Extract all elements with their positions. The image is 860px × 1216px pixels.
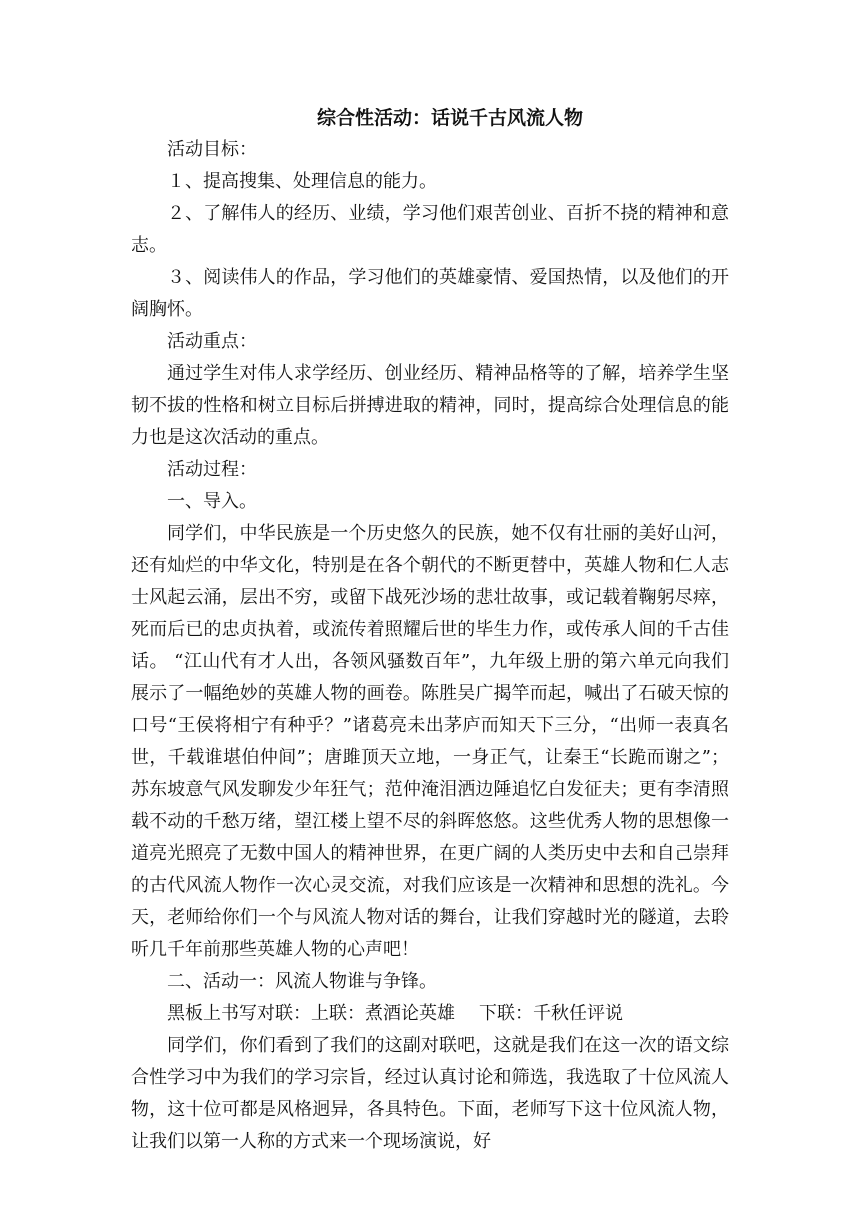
paragraph-goal-heading: 活动目标： xyxy=(167,139,257,160)
couplet-prefix: 黑板上书写对联： xyxy=(167,1003,311,1024)
document-title: 综合性活动：话说千古风流人物 xyxy=(316,107,583,129)
paragraph-intro-body: 同学们，中华民族是一个历史悠久的民族，她不仅有壮丽的美好山河，还有灿烂的中华文化，特别是在各个朝代的不断更替中，英雄人物和仁人志士风起云涌，层出不穷，或留下战死沙场的悲壮故事，或记载着鞠躬尽瘁，死而后已的忠贞执着，或流传着照耀后世的毕生力作，或传承人间的千古佳话。 “江山代有才人出，各领风骚数百年”，九年级上册的第六单元向我们展示了一幅绝妙的英雄人物的画卷。陈胜吴广揭竿而起，喊出了石破天惊的口号“王侯将相宁有种乎？”诸葛亮未出茅庐而知天下三分，“出师一表真名世，千载谁堪伯仲间”；唐雎顶天立地，一身正气，让秦王“长跪而谢之”；苏东坡意气风发聊发少年狂气；范仲淹泪洒边陲追忆白发征夫；更有李清照载不动的千愁万绪，望江楼上望不尽的斜晖悠悠。这些优秀人物的思想像一道亮光照亮了无数中国人的精神世界，在更广阔的人类历史中去和自己崇拜的古代风流人物作一次心灵交流，对我们应该是一次精神和思想的洗礼。今天，老师给你们一个与风流人物对话的舞台，让我们穿越时光的隧道，去聆听几千年前那些英雄人物的心声吧！ xyxy=(131,523,729,960)
paragraph-focus-heading: 活动重点： xyxy=(167,331,257,352)
paragraph-activity-one-heading: 二、活动一：风流人物谁与争锋。 xyxy=(167,971,437,992)
document-page xyxy=(131,102,729,1158)
paragraph-intro-heading: 一、导入。 xyxy=(167,491,257,512)
paragraph-goal-3: ３、阅读伟人的作品，学习他们的英雄豪情、爱国热情，以及他们的开阔胸怀。 xyxy=(131,267,729,320)
couplet-upper: 上联：煮酒论英雄 xyxy=(311,1003,455,1024)
paragraph-couplet xyxy=(131,998,729,1030)
paragraph-focus-body: 通过学生对伟人求学经历、创业经历、精神品格等的了解，培养学生坚韧不拔的性格和树立目标后拼搏进取的精神，同时，提高综合处理信息的能力也是这次活动的重点。 xyxy=(131,363,729,448)
paragraph-goal-1: １、提高搜集、处理信息的能力。 xyxy=(167,171,437,192)
paragraph-closing: 同学们，你们看到了我们的这副对联吧，这就是我们在这一次的语文综合性学习中为我们的学习宗旨，经过认真讨论和筛选，我选取了十位风流人物，这十位可都是风格迥异，各具特色。下面，老师写下这十位风流人物，让我们以第一人称的方式来一个现场演说，好 xyxy=(131,1035,729,1152)
paragraph-process-heading: 活动过程： xyxy=(167,459,257,480)
paragraph-goal-2: ２、了解伟人的经历、业绩，学习他们艰苦创业、百折不挠的精神和意志。 xyxy=(131,203,729,256)
couplet-lower: 下联：千秋任评说 xyxy=(479,1003,623,1024)
